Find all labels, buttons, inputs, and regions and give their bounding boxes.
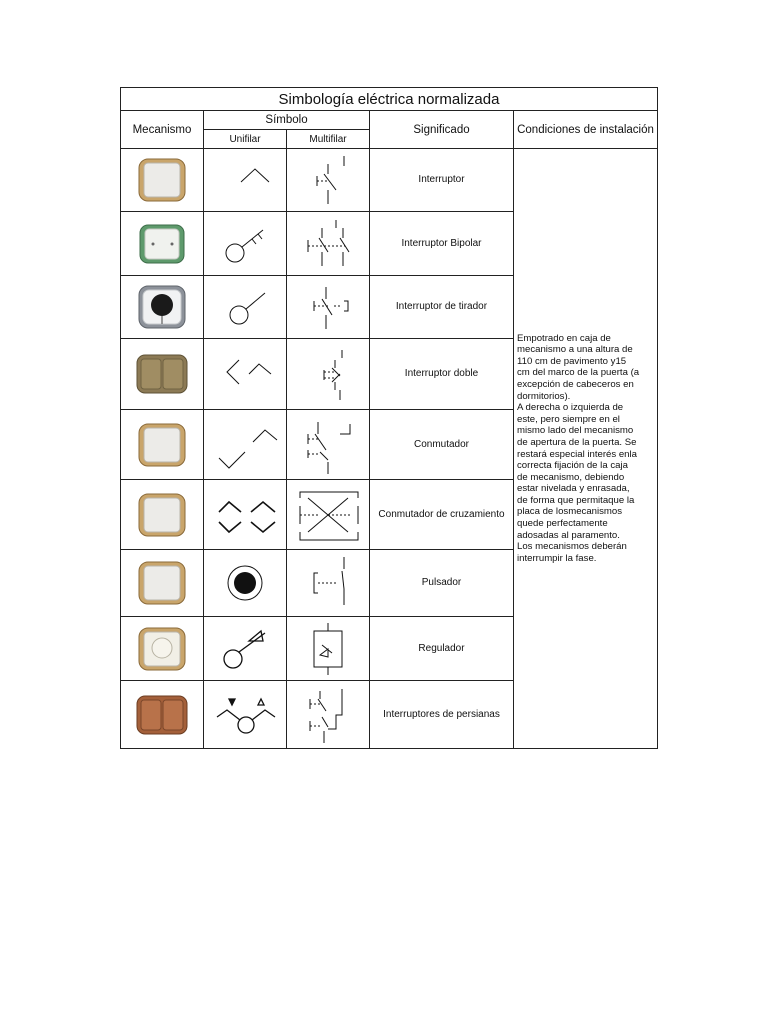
condiciones-cell	[514, 149, 658, 749]
header-condiciones: Condiciones de instalación	[514, 111, 658, 149]
blind-switch-plate-icon	[135, 690, 189, 740]
multifilar-symbol-cell	[287, 617, 370, 681]
double-switch-multifilar-icon	[288, 344, 368, 404]
blind-switch-unifilar-icon	[205, 685, 285, 745]
multifilar-symbol-cell	[287, 339, 370, 410]
dimmer-plate-icon	[137, 624, 187, 674]
condiciones-line: estar nivelada y enrasada,	[517, 483, 630, 495]
dimmer-unifilar-icon	[205, 619, 285, 679]
condiciones-line: mecanismo a una altura de	[517, 344, 633, 356]
header-multifilar: Multifilar	[287, 130, 370, 149]
condiciones-line: mismo lado del mecanismo	[517, 425, 634, 437]
changeover-multifilar-icon	[288, 414, 368, 476]
unifilar-symbol-cell	[204, 617, 287, 681]
changeover-switch-plate-icon	[137, 420, 187, 470]
significado-cell: Regulador	[370, 617, 514, 681]
switch-unifilar-icon	[205, 150, 285, 210]
significado-cell: Interruptor Bipolar	[370, 212, 514, 276]
condiciones-line: excepción de cabeceros en	[517, 378, 634, 390]
unifilar-symbol-cell	[204, 681, 287, 749]
condiciones-line: cm del marco de la puerta (a	[517, 367, 640, 379]
unifilar-symbol-cell	[204, 480, 287, 550]
dimmer-multifilar-icon	[288, 619, 368, 679]
multifilar-symbol-cell	[287, 681, 370, 749]
unifilar-symbol-cell	[204, 339, 287, 410]
condiciones-line: 110 cm de pavimento y15	[517, 355, 627, 367]
pull-switch-multifilar-icon	[288, 277, 368, 337]
condiciones-line: de forma que permitaque la	[517, 494, 635, 506]
header-significado: Significado	[370, 111, 514, 149]
unifilar-symbol-cell	[204, 149, 287, 212]
condiciones-line: A derecha o izquierda de	[517, 402, 624, 414]
crossover-switch-plate-icon	[137, 490, 187, 540]
condiciones-line: interrumpir la fase.	[517, 552, 597, 564]
multifilar-symbol-cell	[287, 410, 370, 480]
unifilar-symbol-cell	[204, 410, 287, 480]
significado-cell: Conmutador de cruzamiento	[370, 480, 514, 550]
condiciones-line: de mecanismo, debiendo	[517, 471, 625, 483]
multifilar-symbol-cell	[287, 212, 370, 276]
bipolar-switch-multifilar-icon	[288, 214, 368, 274]
crossover-multifilar-icon	[288, 484, 368, 546]
single-switch-plate-icon	[137, 155, 187, 205]
condiciones-line: placa de losmecanismos	[517, 506, 623, 518]
changeover-unifilar-icon	[205, 414, 285, 476]
condiciones-line: de apertura de la puerta. Se	[517, 436, 637, 448]
bipolar-switch-unifilar-icon	[205, 214, 285, 274]
switch-multifilar-icon	[288, 150, 368, 210]
electrical-symbols-table	[120, 87, 658, 749]
push-button-multifilar-icon	[288, 553, 368, 613]
header-simbolo: Símbolo	[204, 111, 370, 130]
multifilar-symbol-cell	[287, 480, 370, 550]
table-title: Simbología eléctrica normalizada	[121, 88, 658, 111]
mechanism-cell	[121, 212, 204, 276]
condiciones-line: Los mecanismos deberán	[517, 541, 627, 553]
multifilar-symbol-cell	[287, 276, 370, 339]
push-button-unifilar-icon	[205, 553, 285, 613]
significado-cell: Interruptor de tirador	[370, 276, 514, 339]
condiciones-line: correcta fijación de la caja	[517, 460, 628, 472]
significado-cell: Interruptores de persianas	[370, 681, 514, 749]
mechanism-cell	[121, 617, 204, 681]
significado-cell: Interruptor doble	[370, 339, 514, 410]
unifilar-symbol-cell	[204, 276, 287, 339]
mechanism-cell	[121, 681, 204, 749]
mechanism-cell	[121, 276, 204, 339]
unifilar-symbol-cell	[204, 212, 287, 276]
double-switch-plate-icon	[135, 349, 189, 399]
mechanism-cell	[121, 480, 204, 550]
condiciones-line: restará especial interés enla	[517, 448, 637, 460]
table-row	[121, 149, 658, 212]
header-mecanismo: Mecanismo	[121, 111, 204, 149]
bipolar-switch-plate-icon	[137, 219, 187, 269]
crossover-unifilar-icon	[205, 484, 285, 546]
condiciones-line: quede perfectamente	[517, 518, 608, 530]
condiciones-line: dormitorios).	[517, 390, 571, 402]
pull-switch-plate-icon	[137, 282, 187, 332]
condiciones-line: adosadas al paramento.	[517, 529, 620, 541]
unifilar-symbol-cell	[204, 550, 287, 617]
pull-switch-unifilar-icon	[205, 277, 285, 337]
mechanism-cell	[121, 550, 204, 617]
condiciones-line: Empotrado en caja de	[517, 332, 611, 344]
symbol-table-container	[120, 87, 657, 750]
significado-cell: Conmutador	[370, 410, 514, 480]
condiciones-line: este, pero siempre en el	[517, 413, 620, 425]
mechanism-cell	[121, 149, 204, 212]
double-switch-unifilar-icon	[205, 344, 285, 404]
blind-switch-multifilar-icon	[288, 685, 368, 745]
mechanism-cell	[121, 410, 204, 480]
header-unifilar: Unifilar	[204, 130, 287, 149]
push-button-plate-icon	[137, 558, 187, 608]
significado-cell: Pulsador	[370, 550, 514, 617]
multifilar-symbol-cell	[287, 149, 370, 212]
mechanism-cell	[121, 339, 204, 410]
multifilar-symbol-cell	[287, 550, 370, 617]
significado-cell: Interruptor	[370, 149, 514, 212]
